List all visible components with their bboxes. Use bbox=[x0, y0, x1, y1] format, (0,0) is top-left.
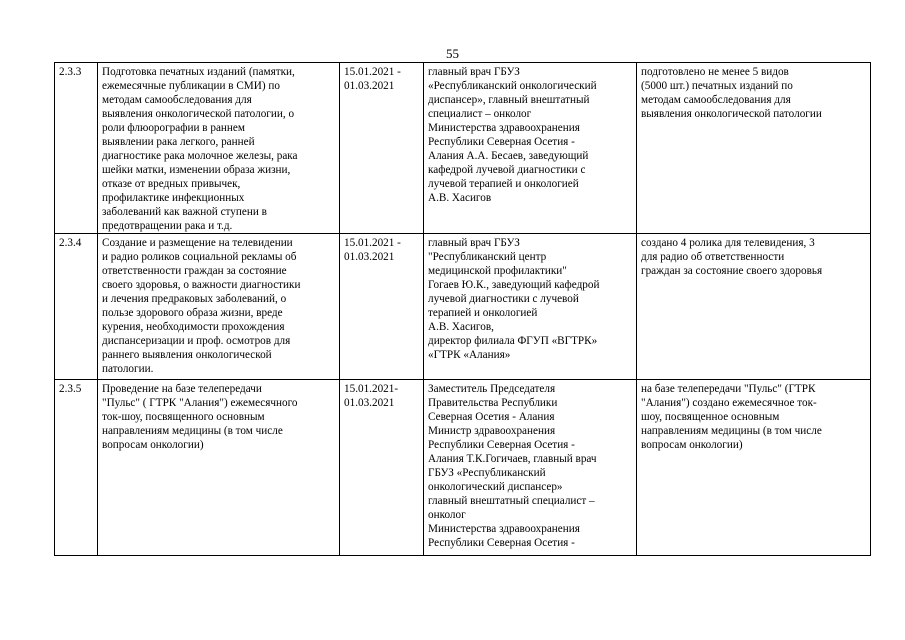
item-number: 2.3.3 bbox=[55, 63, 98, 234]
expected-result: на базе телепередачи "Пульс" (ГТРК "Алания") создано ежемесячное ток- шоу, посвященное основным направлениям медицины (в том числе вопросам онкологии) bbox=[637, 380, 871, 556]
item-number: 2.3.5 bbox=[55, 380, 98, 556]
expected-result: подготовлено не менее 5 видов (5000 шт.) печатных изданий по методам самообследования для выявления онкологической патологии bbox=[637, 63, 871, 234]
execution-dates: 15.01.2021- 01.03.2021 bbox=[340, 380, 424, 556]
responsible-persons: главный врач ГБУЗ "Республиканский центр медицинской профилактики" Гогаев Ю.К., заведующий кафедрой лучевой диагностики с лучевой терапией и онкологией А.В. Хасигов, директор филиала ФГУП «ВГТРК» «ГТРК «Алания» bbox=[424, 234, 637, 380]
execution-dates: 15.01.2021 - 01.03.2021 bbox=[340, 63, 424, 234]
responsible-persons: Заместитель Председателя Правительства Республики Северная Осетия - Алания Министр здравоохранения Республики Северная Осетия - Алания Т.К.Гогичаев, главный врач ГБУЗ «Республиканский онкологический диспансер» главный внештатный специалист – онколог Министерства здравоохранения Республики Северная Осетия - bbox=[424, 380, 637, 556]
table-row bbox=[55, 63, 871, 234]
table-row bbox=[55, 234, 871, 380]
table-row bbox=[55, 380, 871, 556]
event-description: Проведение на базе телепередачи "Пульс" ( ГТРК "Алания") ежемесячного ток-шоу, посвященного основным направлениям медицины (в том числе вопросам онкологии) bbox=[98, 380, 340, 556]
action-plan-table bbox=[54, 62, 871, 556]
expected-result: создано 4 ролика для телевидения, 3 для радио об ответственности граждан за состояние своего здоровья bbox=[637, 234, 871, 380]
page-number: 55 bbox=[446, 46, 459, 61]
event-description: Создание и размещение на телевидении и радио роликов социальной рекламы об ответственности граждан за состояние своего здоровья, о важности диагностики и лечения предраковых заболеваний, о пользе здорового образа жизни, вреде курения, необходимости прохождения диспансеризации и проф. осмотров для раннего выявления онкологической патологии. bbox=[98, 234, 340, 380]
event-description: Подготовка печатных изданий (памятки, ежемесячные публикации в СМИ) по методам самообследования для выявления онкологической патологии, о роли флюорографии в раннем выявлении рака легкого, ранней диагностике рака молочное железы, рака шейки матки, изменении образа жизни, отказе от вредных привычек, профилактике инфекционных заболеваний как важной ступени в предотвращении рака и т.д. bbox=[98, 63, 340, 234]
responsible-persons: главный врач ГБУЗ «Республиканский онкологический диспансер», главный внештатный специалист – онколог Министерства здравоохранения Республики Северная Осетия - Алания А.А. Бесаев, заведующий кафедрой лучевой диагностики с лучевой терапией и онкологией А.В. Хасигов bbox=[424, 63, 637, 234]
execution-dates: 15.01.2021 - 01.03.2021 bbox=[340, 234, 424, 380]
item-number: 2.3.4 bbox=[55, 234, 98, 380]
